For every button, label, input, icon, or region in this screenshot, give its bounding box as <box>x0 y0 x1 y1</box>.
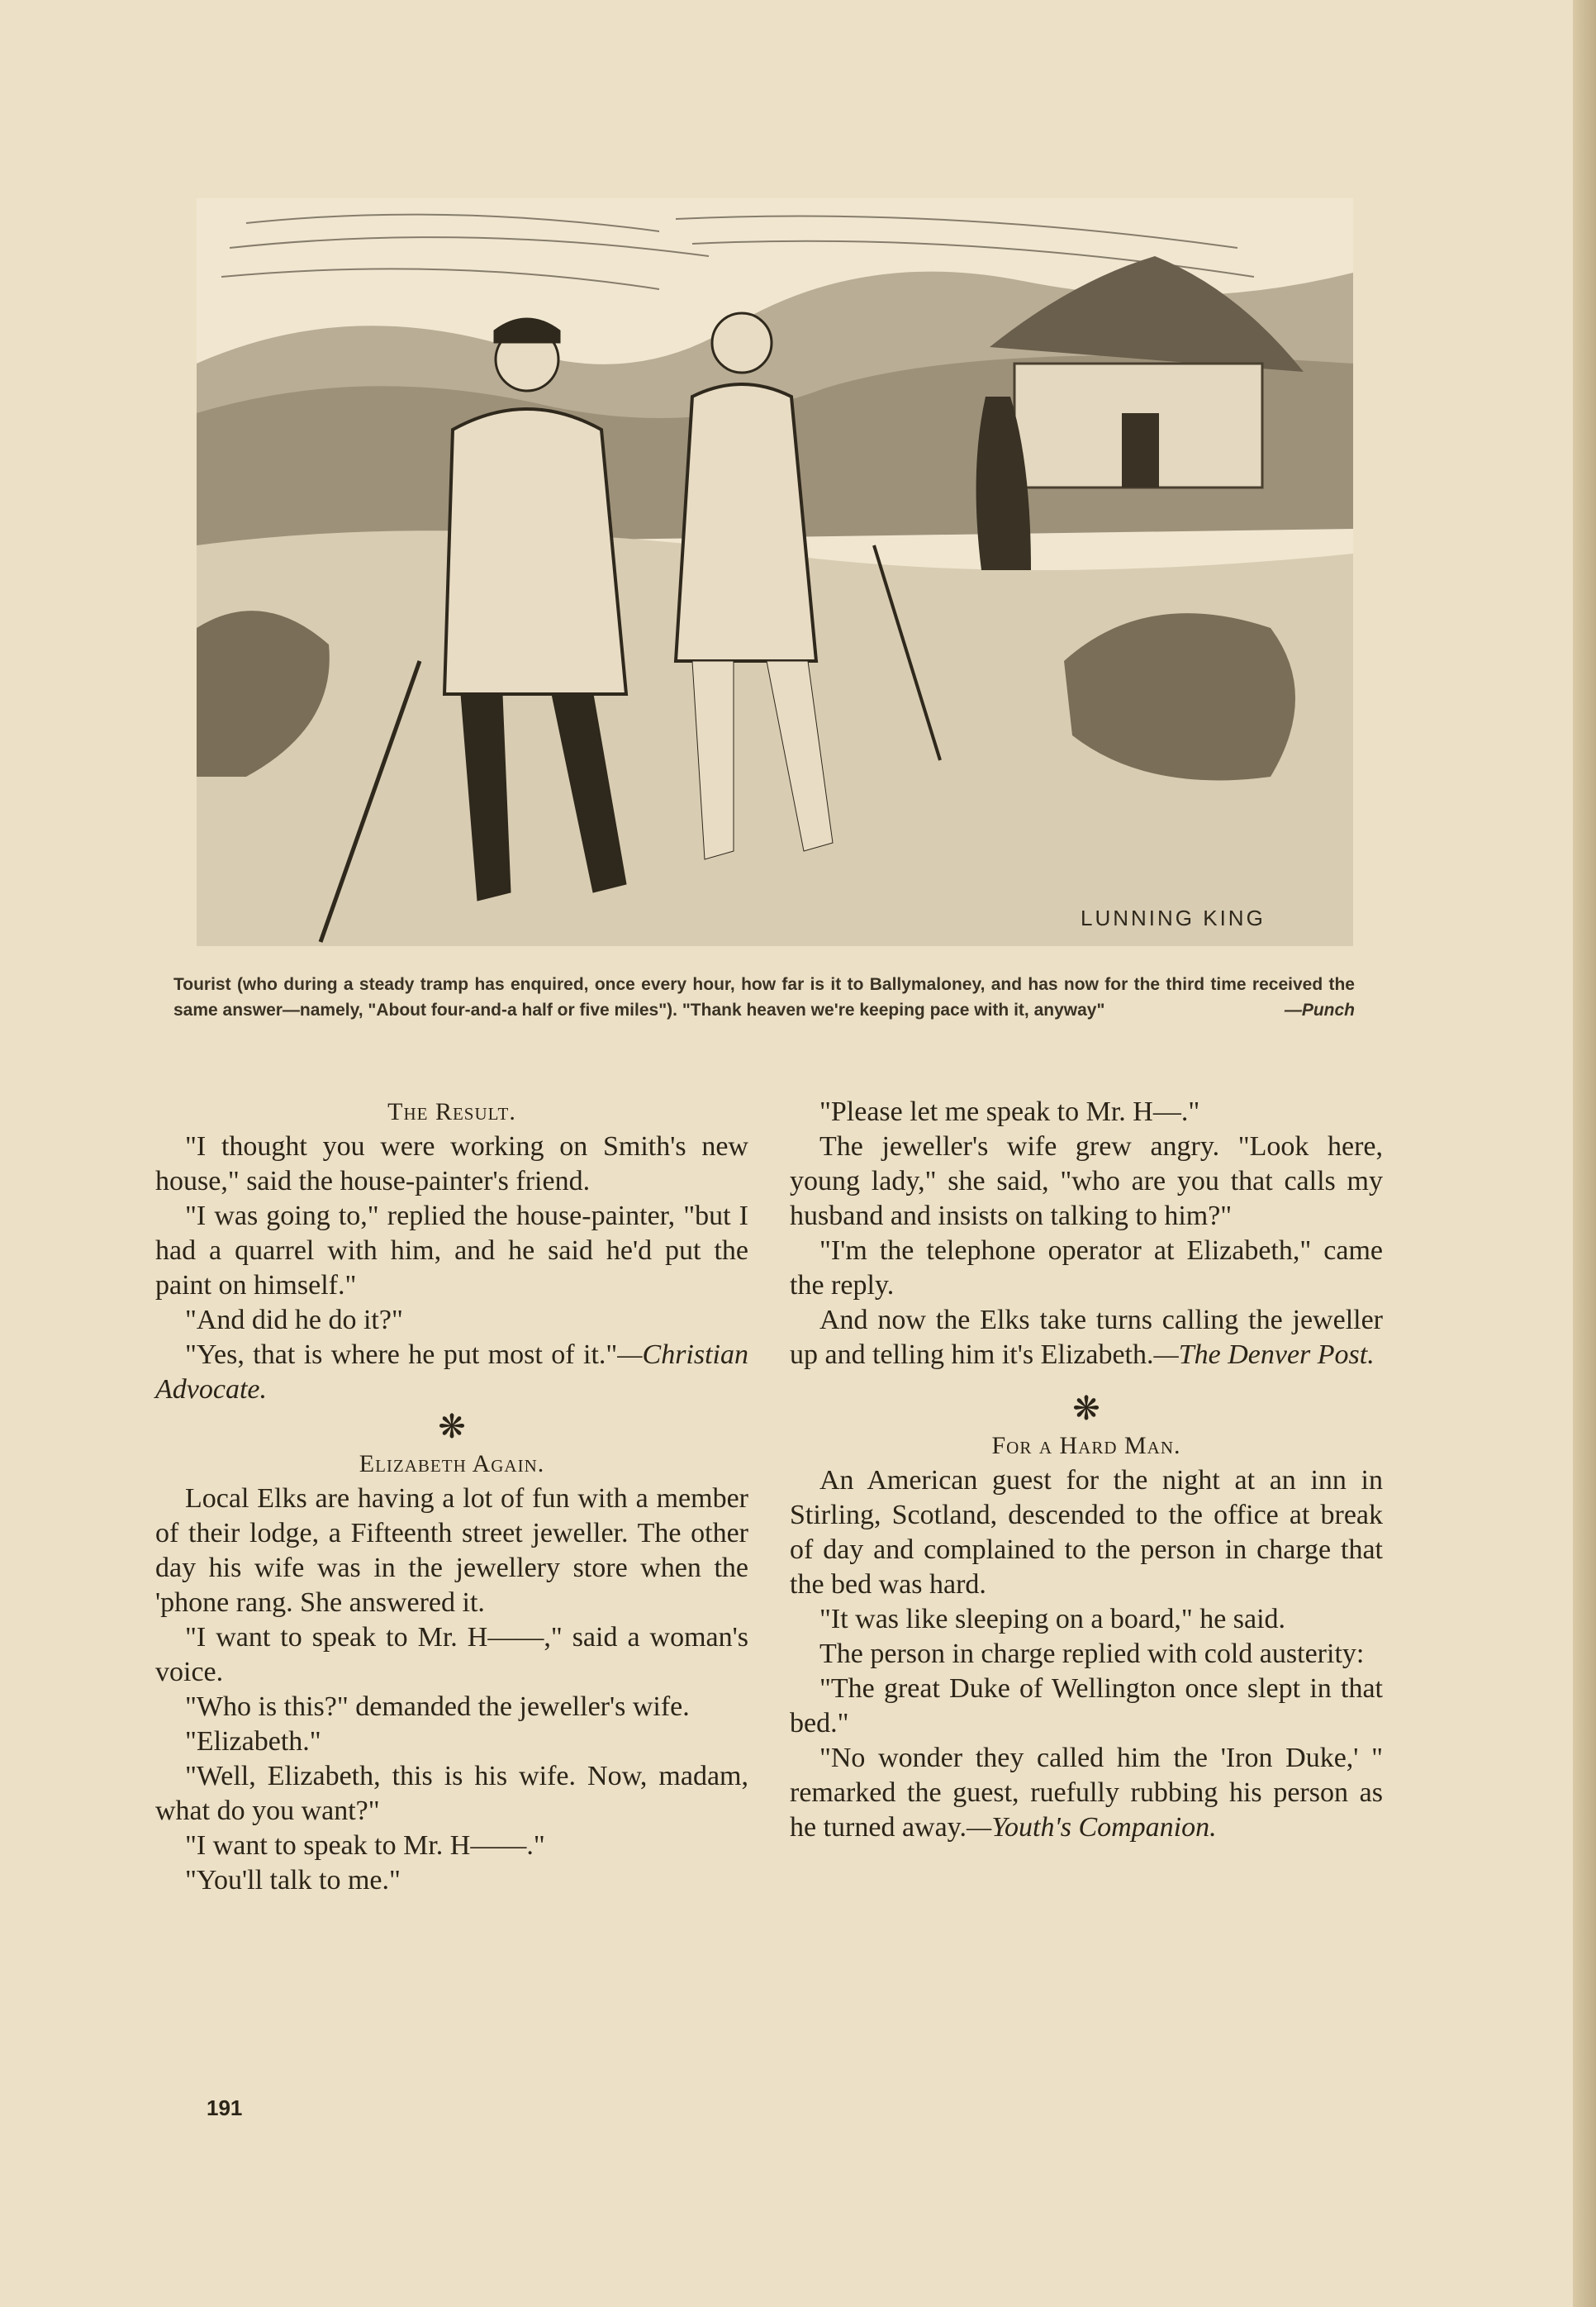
story-paragraph: "I was going to," replied the house-painter, "but I had a quarrel with him, and he said he'd put the paint on himself." <box>155 1201 748 1301</box>
story-paragraph: "And did he do it?" <box>185 1305 403 1335</box>
story-title-hard-man: For a Hard Man. <box>991 1432 1181 1459</box>
page-number: 191 <box>207 2095 243 2120</box>
story-paragraph: "Who is this?" demanded the jeweller's wife. <box>185 1691 690 1722</box>
story-paragraph: "I thought you were working on Smith's new house," said the house-painter's friend. <box>155 1131 748 1196</box>
story-paragraph: An American guest for the night at an inn in Stirling, Scotland, descended to the office at break of day and complained to the person in charge that the bed was hard. <box>790 1465 1383 1600</box>
story-paragraph: Local Elks are having a lot of fun with a member of their lodge, a Fifteenth street jeweller. The other day his wife was in the jewellery store when the 'phone rang. She answered it. <box>155 1483 748 1618</box>
story-paragraph: "Well, Elizabeth, this is his wife. Now, madam, what do you want?" <box>155 1761 748 1826</box>
story-text: "Yes, that is where he put most of it." <box>185 1339 618 1370</box>
story-paragraph: "I want to speak to Mr. H——," said a woman's voice. <box>155 1622 748 1687</box>
story-paragraph <box>790 1741 1383 1845</box>
ornament-divider: ❋ <box>438 1408 466 1445</box>
story-paragraph <box>155 1338 748 1407</box>
cartoon-drawing <box>197 198 1353 946</box>
story-paragraph: The person in charge replied with cold austerity: <box>819 1639 1365 1669</box>
story-title-result: The Result. <box>387 1098 516 1125</box>
caption-quote: "Thank heaven we're keeping pace with it, anyway" <box>682 1001 1105 1020</box>
story-text: And now the Elks take turns calling the jeweller up and telling him it's Elizabeth. <box>790 1305 1383 1370</box>
cartoon-illustration <box>197 198 1353 946</box>
story-paragraph: "I want to speak to Mr. H——." <box>185 1830 545 1861</box>
story-paragraph: "The great Duke of Wellington once slept in that bed." <box>790 1673 1383 1739</box>
story-text: "No wonder they called him the 'Iron Duke,' " remarked the guest, ruefully rubbing his person as he turned away. <box>790 1743 1383 1843</box>
cartoon-caption <box>173 972 1355 1023</box>
story-source: —Youth's Companion. <box>966 1812 1217 1843</box>
caption-credit: —Punch <box>1284 1001 1355 1020</box>
story-paragraph: "Please let me speak to Mr. H—." <box>819 1096 1200 1127</box>
story-source: —Christian Advocate. <box>155 1339 748 1405</box>
story-source: —The Denver Post. <box>1153 1339 1375 1370</box>
story-paragraph: "I'm the telephone operator at Elizabeth," came the reply. <box>790 1235 1383 1301</box>
left-column <box>155 1095 748 1898</box>
story-paragraph: "Elizabeth." <box>185 1726 321 1757</box>
story-paragraph: "It was like sleeping on a board," he said. <box>819 1604 1286 1634</box>
right-column <box>790 1095 1383 1845</box>
story-paragraph: The jeweller's wife grew angry. "Look here, young lady," she said, "who are you that calls my husband and insists on talking to him?" <box>790 1131 1383 1231</box>
caption-intro: Tourist (who during a steady tramp has enquired, once every hour, how far is it to Ballymaloney, and has now for the third time received the same answer—namely, "About four-and-a half or five miles"). <box>173 975 1355 1020</box>
ornament-divider: ❋ <box>1072 1390 1100 1427</box>
story-title-elizabeth: Elizabeth Again. <box>359 1450 545 1477</box>
story-paragraph: "You'll talk to me." <box>185 1865 401 1896</box>
story-paragraph <box>790 1303 1383 1372</box>
artist-signature: LUNNING KING <box>1081 906 1266 930</box>
page-edge <box>1573 0 1596 2307</box>
